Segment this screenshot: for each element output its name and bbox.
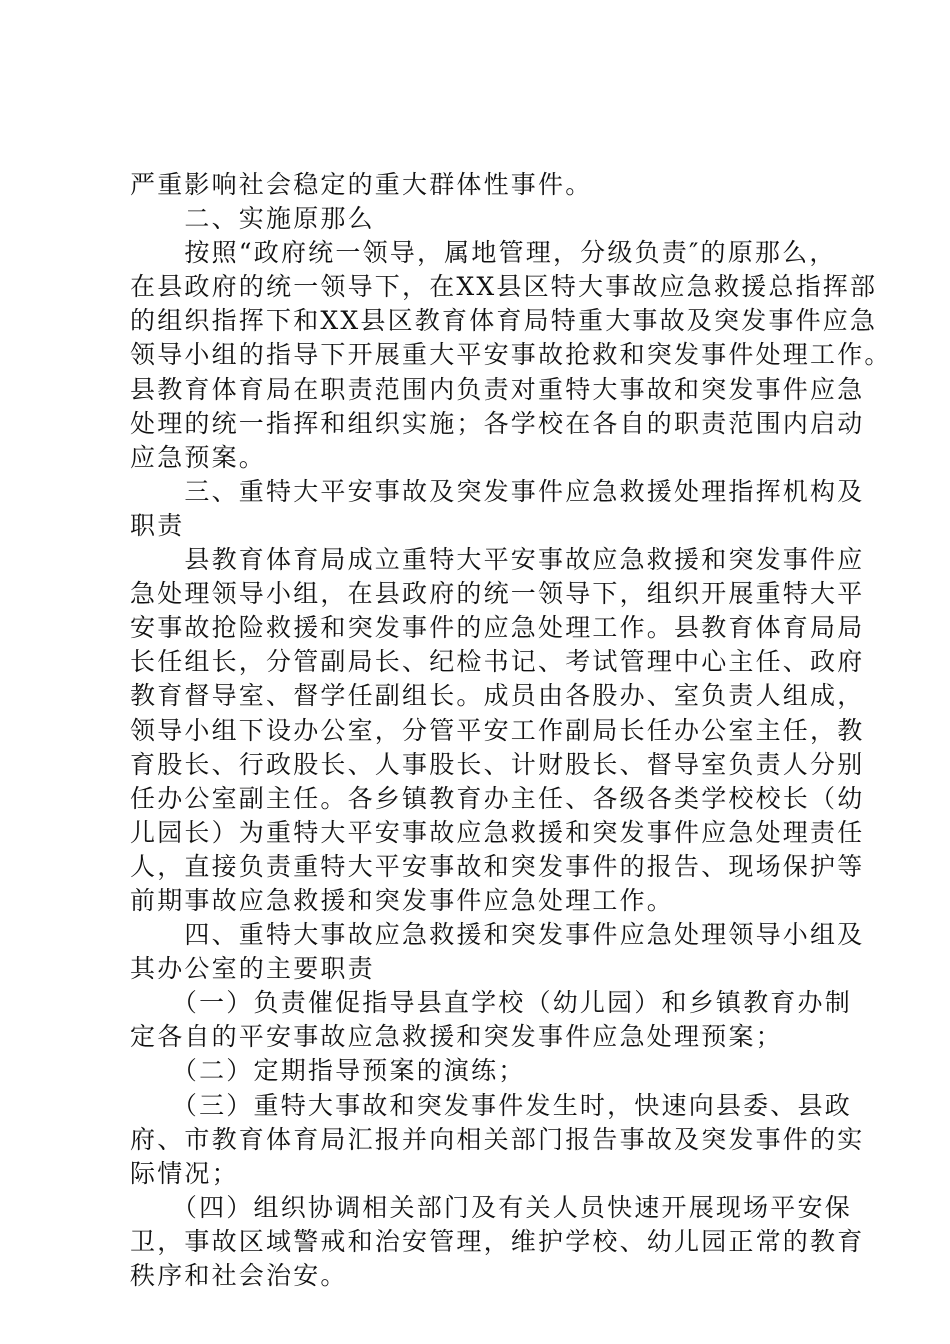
section-heading-4: 四、重特大事故应急救援和突发事件应急处理领导小组及 xyxy=(130,920,865,950)
text-line: 应急预案。 xyxy=(130,442,267,472)
text-line: 在县政府的统一领导下，在XX县区特大事故应急救援总指挥部 xyxy=(130,272,878,302)
list-item: （三）重特大事故和突发事件发生时，快速向县委、县政 xyxy=(130,1090,852,1120)
section-heading-3-cont: 职责 xyxy=(130,510,185,540)
list-item: （一）负责催促指导县直学校（幼儿园）和乡镇教育办制 xyxy=(130,988,852,1018)
section-heading-3: 三、重特大平安事故及突发事件应急救援处理指挥机构及 xyxy=(130,476,865,506)
text-line: 儿园长）为重特大平安事故应急救援和突发事件应急处理责任 xyxy=(130,817,865,847)
text-line: 安事故抢险救援和突发事件的应急处理工作。县教育体育局局 xyxy=(130,613,865,643)
text-line: 的组织指挥下和XX县区教育体育局特重大事故及突发事件应急 xyxy=(130,306,878,336)
text-line: 处理的统一指挥和组织实施；各学校在各自的职责范围内启动 xyxy=(130,408,865,438)
section-heading-2: 二、实施原那么 xyxy=(130,204,375,234)
text-line: 领导小组下设办公室，分管平安工作副局长任办公室主任，教 xyxy=(130,715,865,745)
text-line: 领导小组的指导下开展重大平安事故抢救和突发事件处理工作。 xyxy=(130,340,892,370)
list-item: （四）组织协调相关部门及有关人员快速开展现场平安保 xyxy=(130,1192,852,1222)
text-line: 定各自的平安事故应急救援和突发事件应急处理预案； xyxy=(130,1022,783,1052)
text-line: 人，直接负责重特大平安事故和突发事件的报告、现场保护等 xyxy=(130,851,865,881)
text-line: 长任组长，分管副局长、纪检书记、考试管理中心主任、政府 xyxy=(130,647,865,677)
text-line: 县教育体育局在职责范围内负责对重特大事故和突发事件应急 xyxy=(130,374,865,404)
text-line: 严重影响社会稳定的重大群体性事件。 xyxy=(130,170,593,199)
text-line: 卫，事故区域警戒和治安管理，维护学校、幼儿园正常的教育 xyxy=(130,1226,865,1256)
text-line: 任办公室副主任。各乡镇教育办主任、各级各类学校校长（幼 xyxy=(130,783,865,813)
text-line: 育股长、行政股长、人事股长、计财股长、督导室负责人分别 xyxy=(130,749,865,779)
text-line: 府、市教育体育局汇报并向相关部门报告事故及突发事件的实 xyxy=(130,1124,865,1154)
text-line: 际情况； xyxy=(130,1158,239,1188)
text-line: 秩序和社会治安。 xyxy=(130,1261,348,1290)
text-line: 县教育体育局成立重特大平安事故应急救援和突发事件应 xyxy=(130,545,865,575)
section-heading-4-cont: 其办公室的主要职责 xyxy=(130,954,375,984)
document-body xyxy=(130,168,892,1293)
text-line: 教育督导室、督学任副组长。成员由各股办、室负责人组成， xyxy=(130,681,865,711)
list-item: （二）定期指导预案的演练； xyxy=(130,1056,526,1086)
text-line: 按照“政府统一领导，属地管理，分级负责″的原那么， xyxy=(130,238,837,268)
text-line: 前期事故应急救援和突发事件应急处理工作。 xyxy=(130,885,675,915)
text-line: 急处理领导小组，在县政府的统一领导下，组织开展重特大平 xyxy=(130,579,865,609)
